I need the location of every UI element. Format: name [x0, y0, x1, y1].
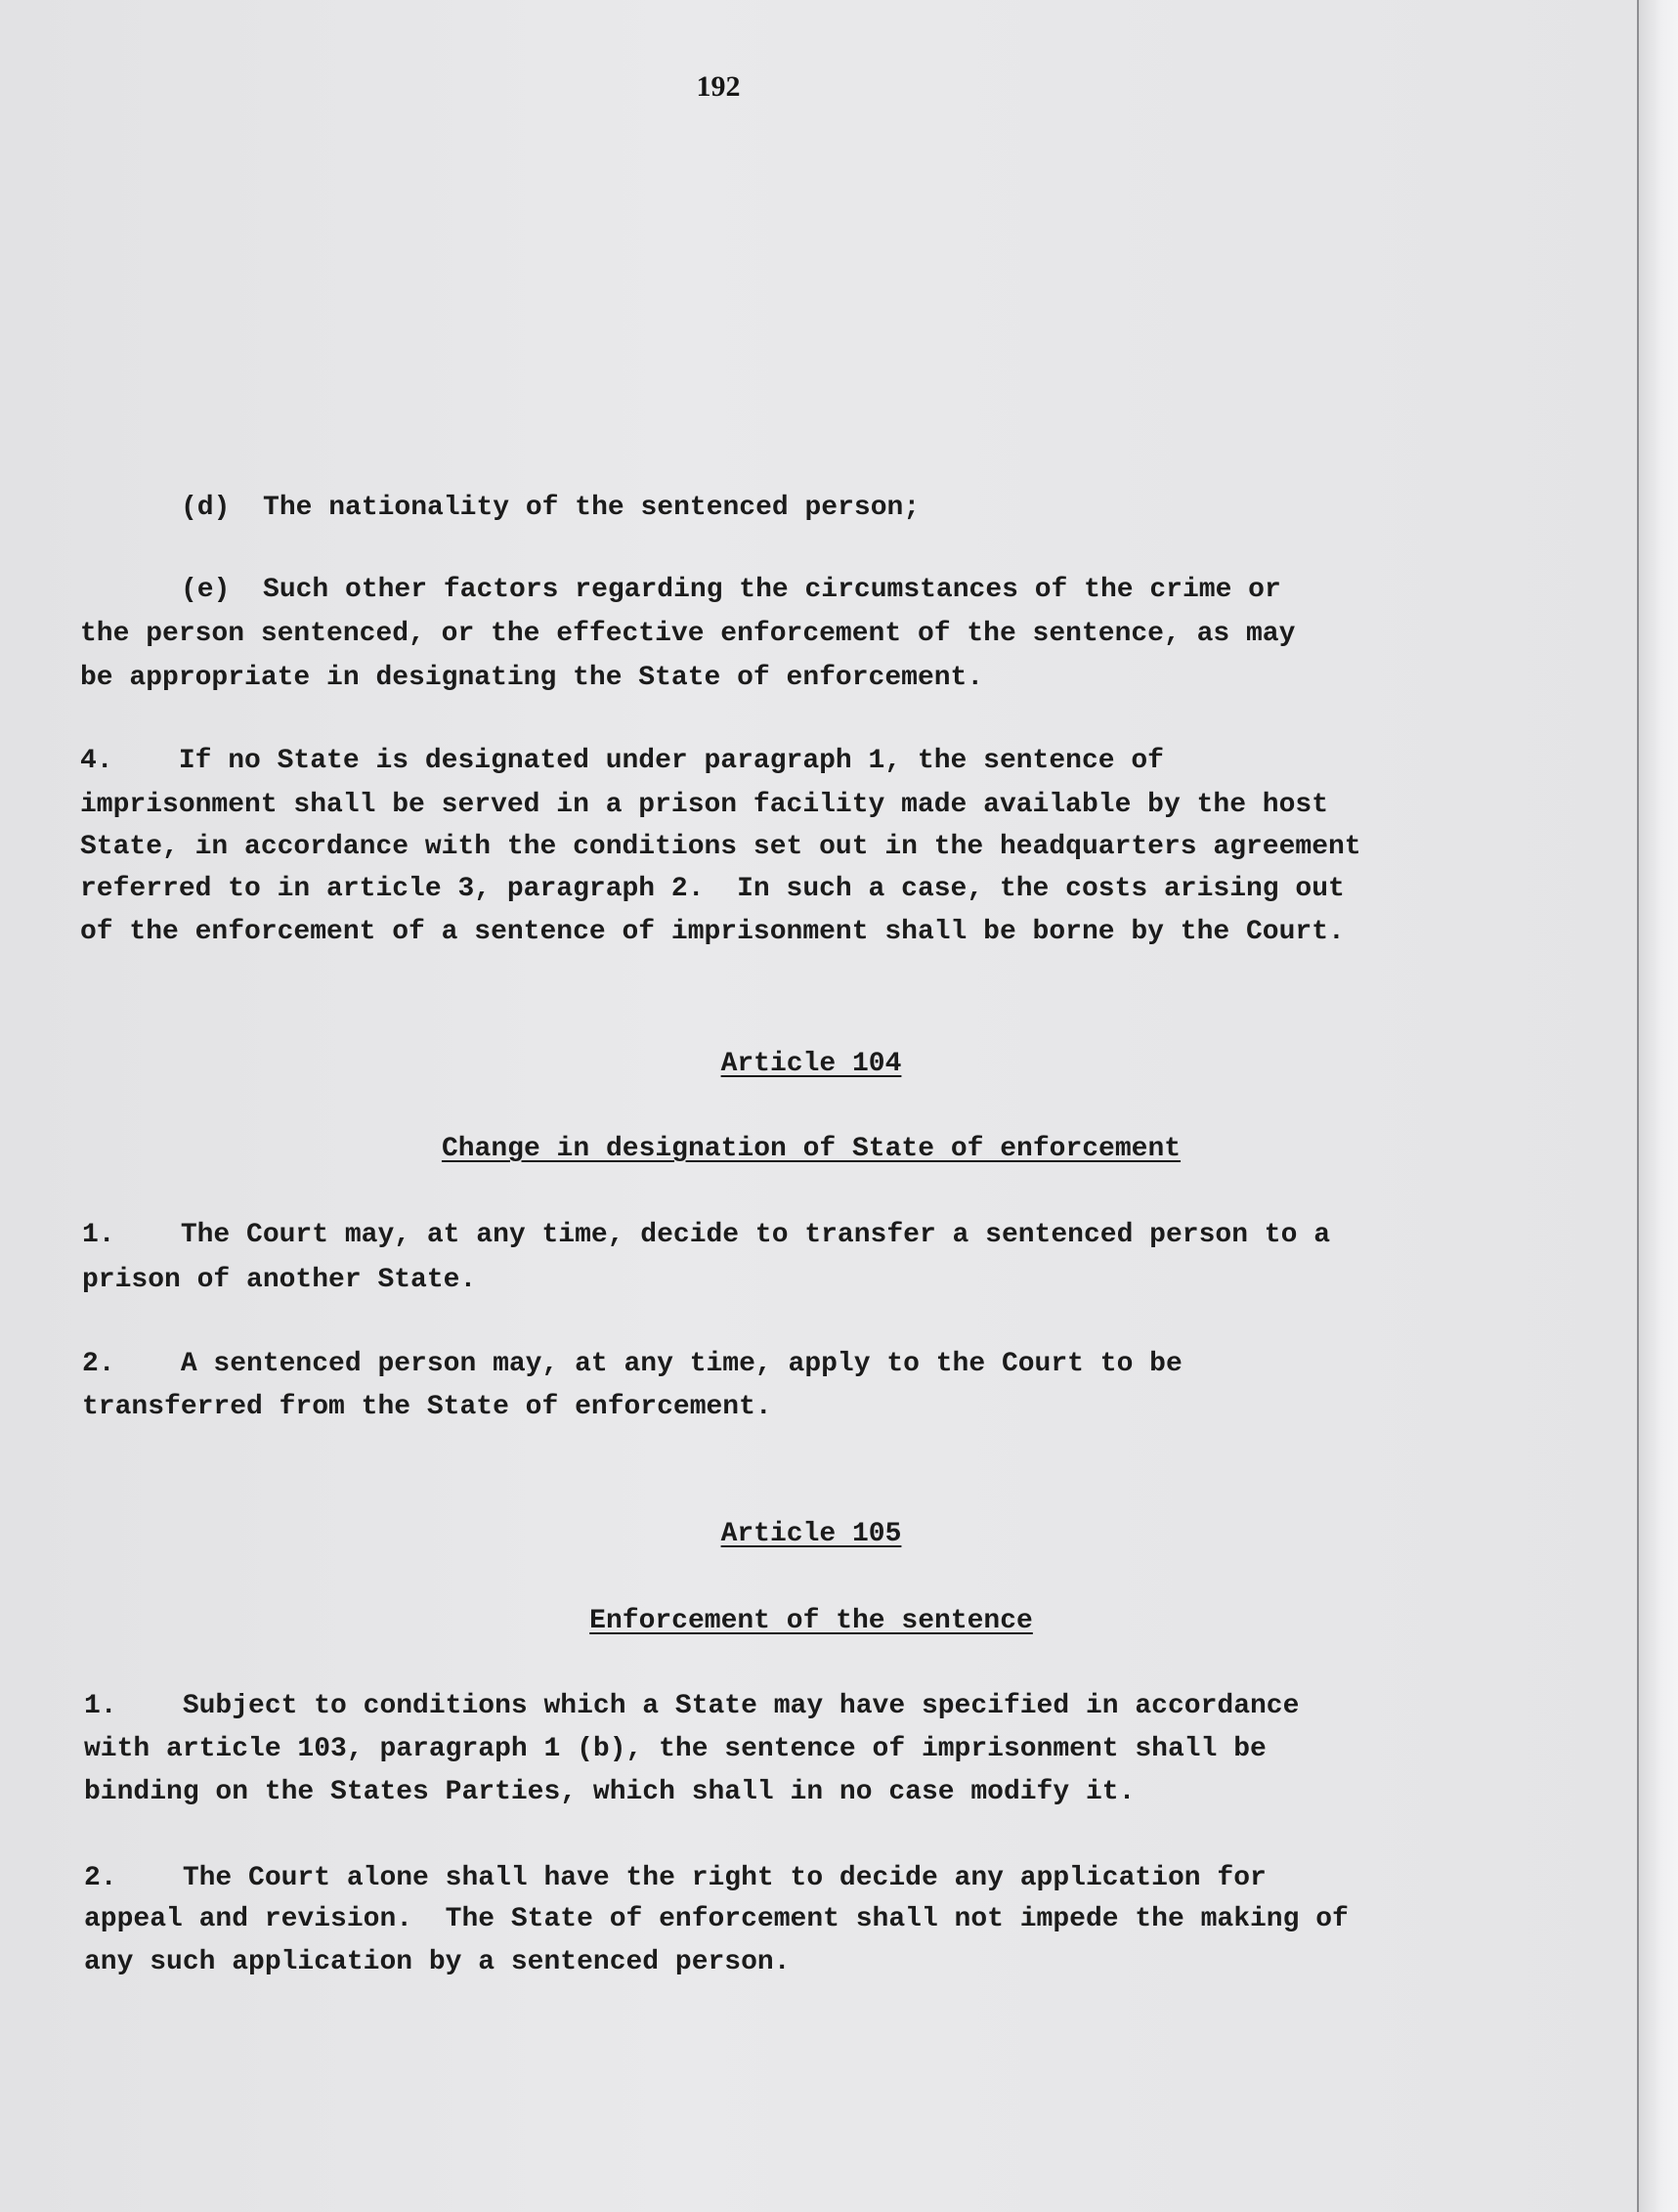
- article-104-title: Article 104: [720, 1049, 902, 1079]
- paragraph-4-line-3: State, in accordance with the conditions set out in the headquarters agreement: [80, 832, 1361, 862]
- article-105-subtitle: Enforcement of the sentence: [589, 1606, 1033, 1636]
- paragraph-4-line-1: 4. If no State is designated under paragraph 1, the sentence of: [80, 746, 1164, 776]
- article-104-p2-line-1: 2. A sentenced person may, at any time, apply to the Court to be: [82, 1349, 1183, 1379]
- article-105-p2-line-3: any such application by a sentenced person.: [84, 1947, 791, 1977]
- article-105-p1-line-2: with article 103, paragraph 1 (b), the sentence of imprisonment shall be: [84, 1734, 1267, 1764]
- article-104-p1-line-1: 1. The Court may, at any time, decide to transfer a sentenced person to a: [82, 1220, 1331, 1250]
- paragraph-d: (d) The nationality of the sentenced person;: [181, 493, 921, 523]
- paragraph-4-line-4: referred to in article 3, paragraph 2. In such a case, the costs arising out: [80, 874, 1345, 904]
- article-104-p1-line-2: prison of another State.: [82, 1265, 477, 1295]
- article-105-p1-line-1: 1. Subject to conditions which a State may have specified in accordance: [84, 1691, 1300, 1721]
- article-105-p2-line-2: appeal and revision. The State of enforcement shall not impede the making of: [84, 1904, 1349, 1934]
- page-number: 192: [696, 70, 741, 103]
- article-105-title: Article 105: [720, 1519, 902, 1549]
- article-104-p2-line-2: transferred from the State of enforcement.: [82, 1392, 772, 1422]
- paragraph-e-line-2: the person sentenced, or the effective enforcement of the sentence, as may: [80, 619, 1296, 649]
- paragraph-4-line-5: of the enforcement of a sentence of imprisonment shall be borne by the Court.: [80, 917, 1345, 947]
- article-104-subtitle: Change in designation of State of enforcement: [441, 1134, 1182, 1164]
- paragraph-e-line-1: (e) Such other factors regarding the circumstances of the crime or: [181, 575, 1281, 605]
- article-105-p2-line-1: 2. The Court alone shall have the right to decide any application for: [84, 1863, 1267, 1893]
- article-105-p1-line-3: binding on the States Parties, which shall in no case modify it.: [84, 1777, 1136, 1807]
- paragraph-e-line-3: be appropriate in designating the State of enforcement.: [80, 663, 984, 693]
- paragraph-4-line-2: imprisonment shall be served in a prison facility made available by the host: [80, 790, 1329, 820]
